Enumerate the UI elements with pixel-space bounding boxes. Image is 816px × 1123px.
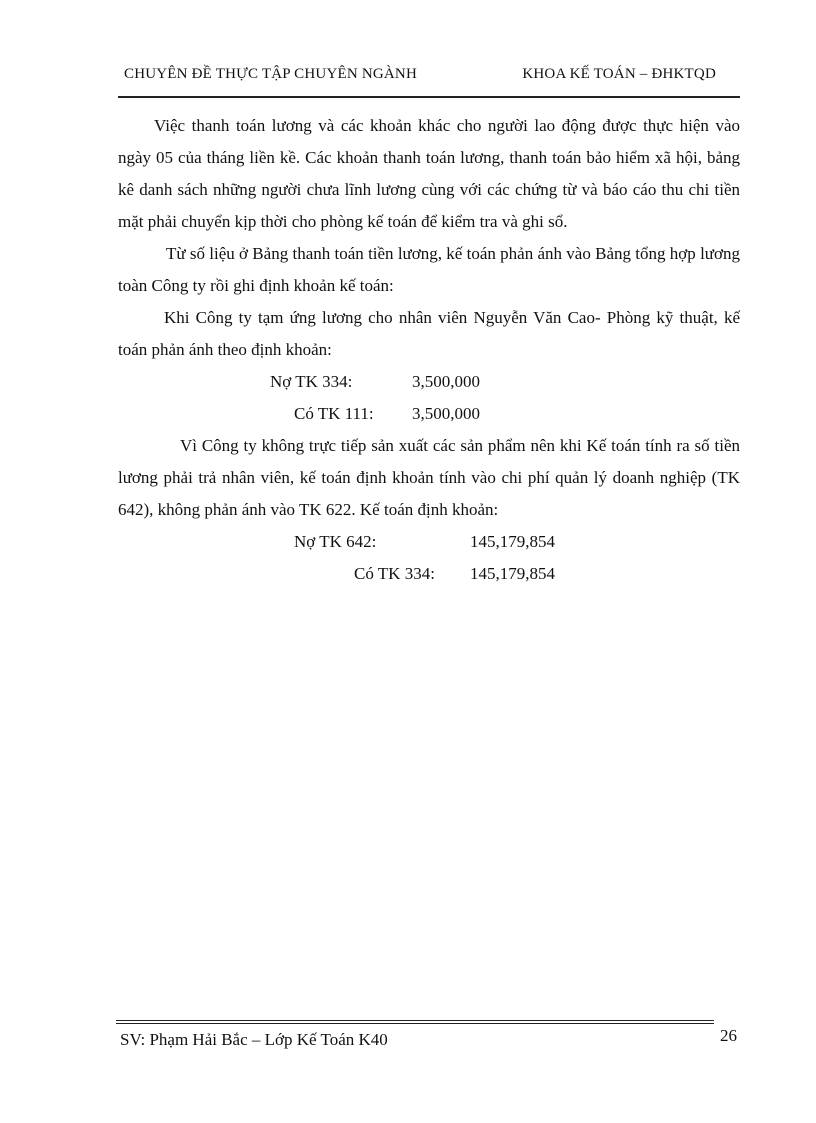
paragraph-advance: Khi Công ty tạm ứng lương cho nhân viên Nguyễn Văn Cao- Phòng kỹ thuật, kế toán phản ánh theo định khoản: (118, 308, 740, 359)
document-body (118, 110, 740, 590)
header-right-title: KHOA KẾ TOÁN – ĐHKTQD (522, 66, 716, 82)
entry-account: Có TK 111: (294, 404, 374, 423)
footer-divider (116, 1020, 714, 1021)
entry-amount: 145,179,854 (470, 532, 555, 551)
footer-divider (116, 1023, 714, 1024)
entry-amount: 3,500,000 (412, 404, 480, 423)
paragraph-expense: Vì Công ty không trực tiếp sản xuất các sản phẩm nên khi Kế toán tính ra số tiền lương phải trả nhân viên, kế toán định khoản tính vào chi phí quản lý doanh nghiệp (TK 642), không phản ánh vào TK 622. Kế toán định khoản: (118, 436, 740, 519)
journal-entry-debit-334 (118, 366, 740, 398)
entry-amount: 145,179,854 (470, 564, 555, 583)
entry-amount: 3,500,000 (412, 372, 480, 391)
journal-entry-credit-334 (118, 558, 740, 590)
header-left-title: CHUYÊN ĐỀ THỰC TẬP CHUYÊN NGÀNH (124, 66, 417, 82)
entry-account: Nợ TK 642: (294, 532, 377, 551)
page-header (118, 62, 740, 98)
page-number: 26 (720, 1026, 737, 1045)
paragraph-payment-schedule: Việc thanh toán lương và các khoản khác cho người lao động được thực hiện vào ngày 05 của tháng liền kề. Các khoản thanh toán lương, thanh toán bảo hiểm xã hội, bảng kê danh sách những người chưa lĩnh lương cùng với các chứng từ và báo cáo thu chi tiền mặt phải chuyển kịp thời cho phòng kế toán để kiểm tra và ghi sổ. (118, 116, 740, 231)
entry-account: Có TK 334: (354, 564, 435, 583)
journal-entry-credit-111 (118, 398, 740, 430)
footer-student-info: SV: Phạm Hải Bắc – Lớp Kế Toán K40 (120, 1030, 388, 1049)
journal-entry-debit-642 (118, 526, 740, 558)
entry-account: Nợ TK 334: (270, 372, 353, 391)
paragraph-summary: Từ số liệu ở Bảng thanh toán tiền lương, kế toán phản ánh vào Bảng tổng hợp lương toàn Công ty rồi ghi định khoản kế toán: (118, 244, 740, 295)
